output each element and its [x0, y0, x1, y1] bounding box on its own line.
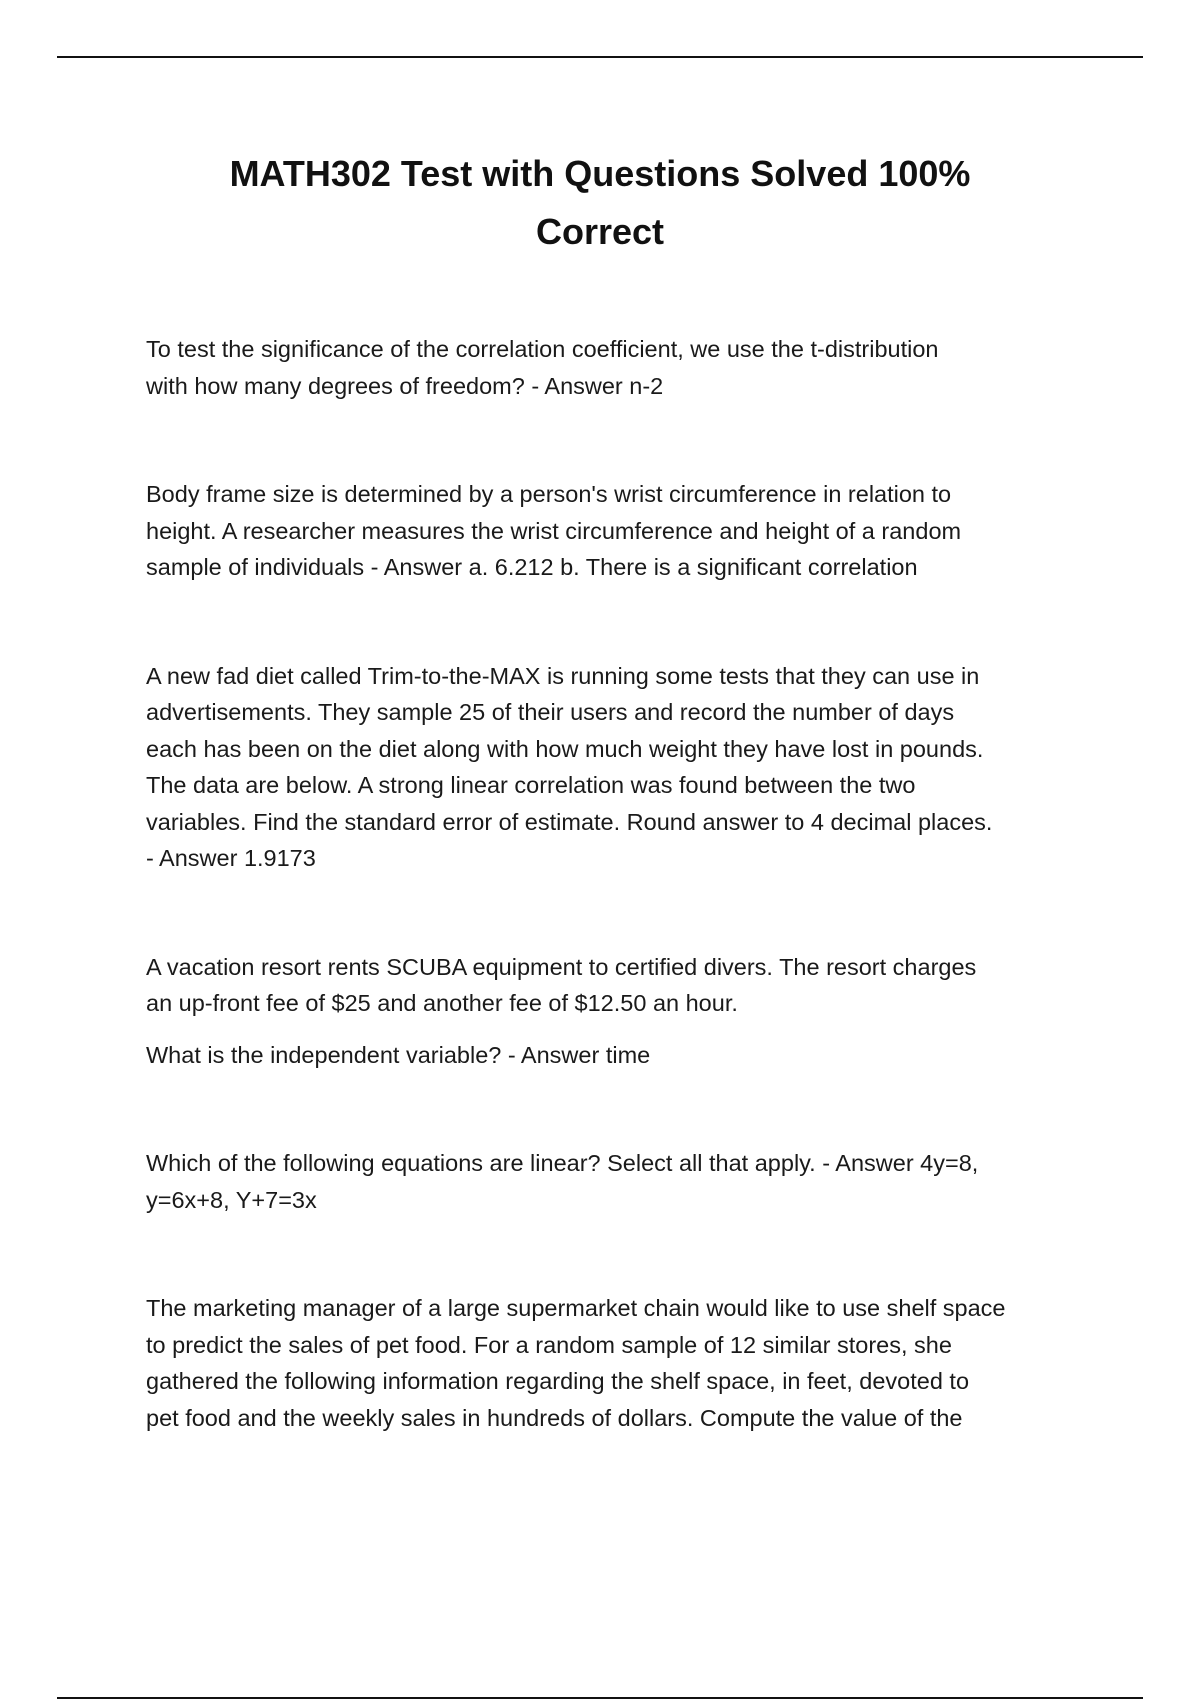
header-rule	[57, 56, 1143, 58]
qa-item-2	[146, 476, 1106, 586]
document-body	[146, 331, 1106, 1436]
document-title	[100, 145, 1100, 261]
qa-item-6	[146, 1290, 1106, 1436]
qa-text: A vacation resort rents SCUBA equipment to certified divers. The resort charges an up-front fee of $25 and another fee of $12.50 an hour.	[146, 953, 977, 1016]
qa-text: Body frame size is determined by a person's wrist circumference in relation to height. A researcher measures the wrist circumference and height of a random sample of individuals - Answer a. 6.212 b. There is a significant correlation	[146, 481, 962, 580]
qa-text: A new fad diet called Trim-to-the-MAX is running some tests that they can use in advertisements. They sample 25 of their users and record the number of days each has been on the diet along with how much weight they have lost in pounds. The data are below. A strong linear correlation was found between the two variables. Find the standard error of estimate. Round answer to 4 decimal places. - Answer 1.9173	[146, 662, 993, 871]
title-line-2: Correct	[535, 211, 665, 252]
qa-text: To test the significance of the correlation coefficient, we use the t-distribution with how many degrees of freedom? - Answer n-2	[146, 336, 939, 399]
title-line-1: MATH302 Test with Questions Solved 100%	[229, 153, 971, 194]
qa-item-5	[146, 1145, 1106, 1218]
qa-text: The marketing manager of a large supermarket chain would like to use shelf space to predict the sales of pet food. For a random sample of 12 similar stores, she gathered the following information regarding the shelf space, in feet, devoted to pet food and the weekly sales in hundreds of dollars. Compute the value of the	[146, 1295, 1006, 1431]
qa-item-3	[146, 658, 1106, 877]
qa-text: What is the independent variable? - Answer time	[146, 1041, 651, 1068]
qa-item-1	[146, 331, 1106, 404]
qa-item-4	[146, 949, 1106, 1074]
qa-text: Which of the following equations are linear? Select all that apply. - Answer 4y=8, y=6x+8, Y+7=3x	[146, 1150, 979, 1213]
footer-rule	[57, 1697, 1143, 1699]
